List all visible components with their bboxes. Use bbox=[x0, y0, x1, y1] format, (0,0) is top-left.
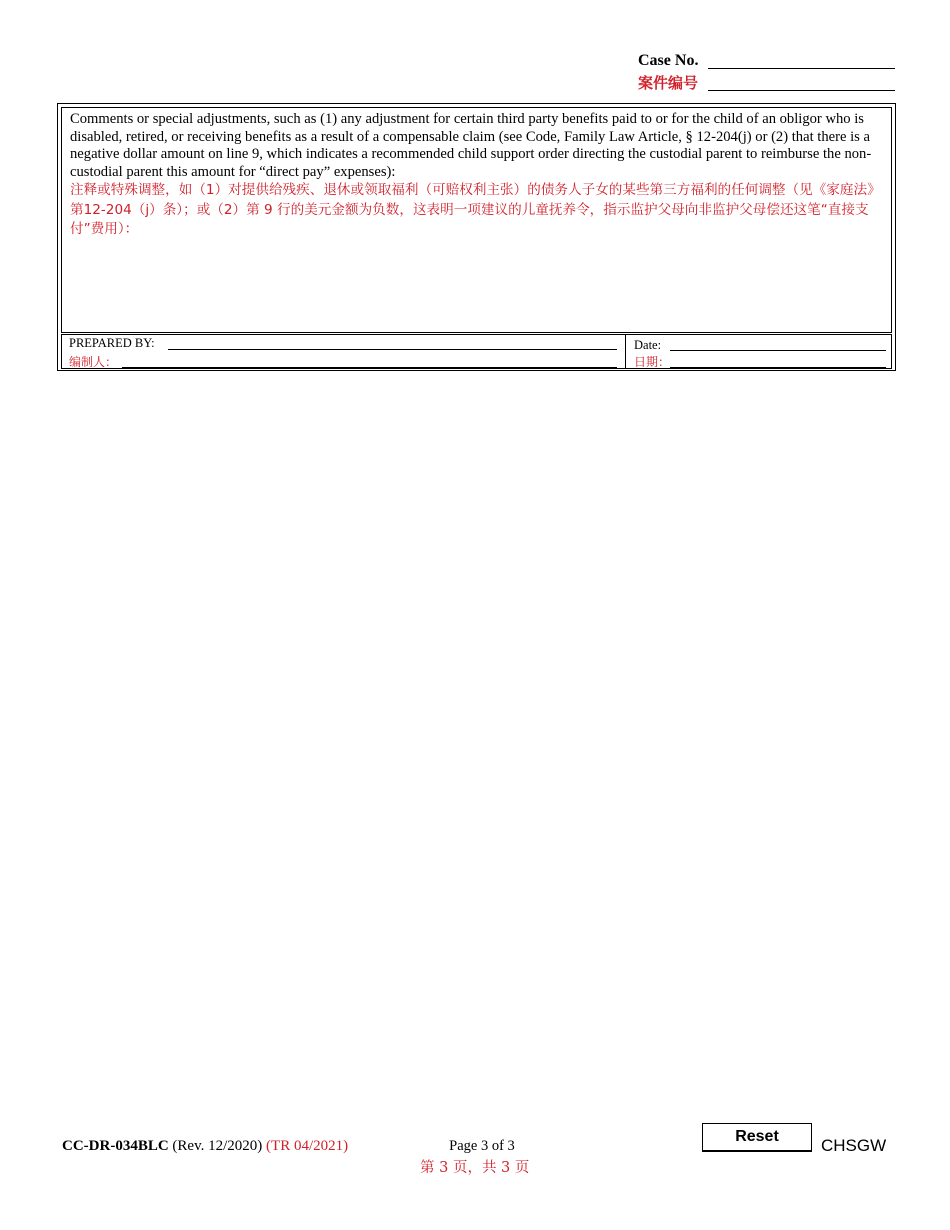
prepared-by-label: PREPARED BY: bbox=[69, 336, 155, 350]
translation-revision: (TR 04/2021) bbox=[266, 1138, 349, 1154]
date-field-zh[interactable] bbox=[670, 367, 886, 368]
case-number-label: Case No. bbox=[638, 52, 699, 69]
prepared-by-field[interactable] bbox=[168, 349, 617, 350]
case-number-label-zh: 案件编号 bbox=[638, 74, 699, 92]
reset-button[interactable]: Reset bbox=[702, 1123, 812, 1152]
date-field[interactable] bbox=[670, 350, 886, 351]
comments-instructions-zh: 注释或特殊调整，如（1）对提供给残疾、退休或领取福利（可赔权利主张）的债务人子女的某些第三方福利的任何调整（见《家庭法》第12-204（j）条）；或（2）第 9 行的美元金额为负数，这表明一项建议的儿童抚养令，指示监护父母向非监护父母偿还这笔“直接支付”费用）： bbox=[70, 182, 881, 238]
form-number: CC-DR-034BLC bbox=[62, 1138, 169, 1154]
case-number-field-zh[interactable] bbox=[708, 90, 895, 91]
case-number-field[interactable] bbox=[708, 68, 895, 69]
prepared-by-field-zh[interactable] bbox=[122, 367, 617, 368]
case-number-row-zh bbox=[638, 72, 698, 93]
case-number-row bbox=[638, 52, 698, 70]
prepared-by-cell bbox=[62, 335, 626, 368]
date-label-zh: 日期： bbox=[634, 355, 671, 369]
form-code: CHSGW bbox=[821, 1136, 887, 1155]
page-number: Page 3 of 3 bbox=[449, 1138, 515, 1154]
form-revision: (Rev. 12/2020) bbox=[172, 1138, 263, 1154]
prepared-by-label-zh: 编制人： bbox=[69, 355, 118, 369]
date-cell bbox=[626, 335, 891, 368]
signature-row bbox=[61, 334, 892, 369]
form-id bbox=[62, 1138, 348, 1155]
comments-field[interactable] bbox=[61, 107, 892, 333]
date-label: Date: bbox=[634, 338, 662, 352]
form-box bbox=[57, 103, 896, 371]
comments-instructions: Comments or special adjustments, such as (1) any adjustment for certain third party benefits paid to or for the child of an obligor who is disabled, retired, or receiving benefits as a result of a compensable claim (see Code, Family Law Article, § 12-204(j) or (2) that there is a negative dollar amount on line 9, which indicates a recommended child support order directing the custodial parent to reimburse the non-custodial parent this amount for “direct pay” expenses): bbox=[70, 111, 872, 180]
page-number-zh: 第 3 页，共 3 页 bbox=[420, 1160, 530, 1176]
